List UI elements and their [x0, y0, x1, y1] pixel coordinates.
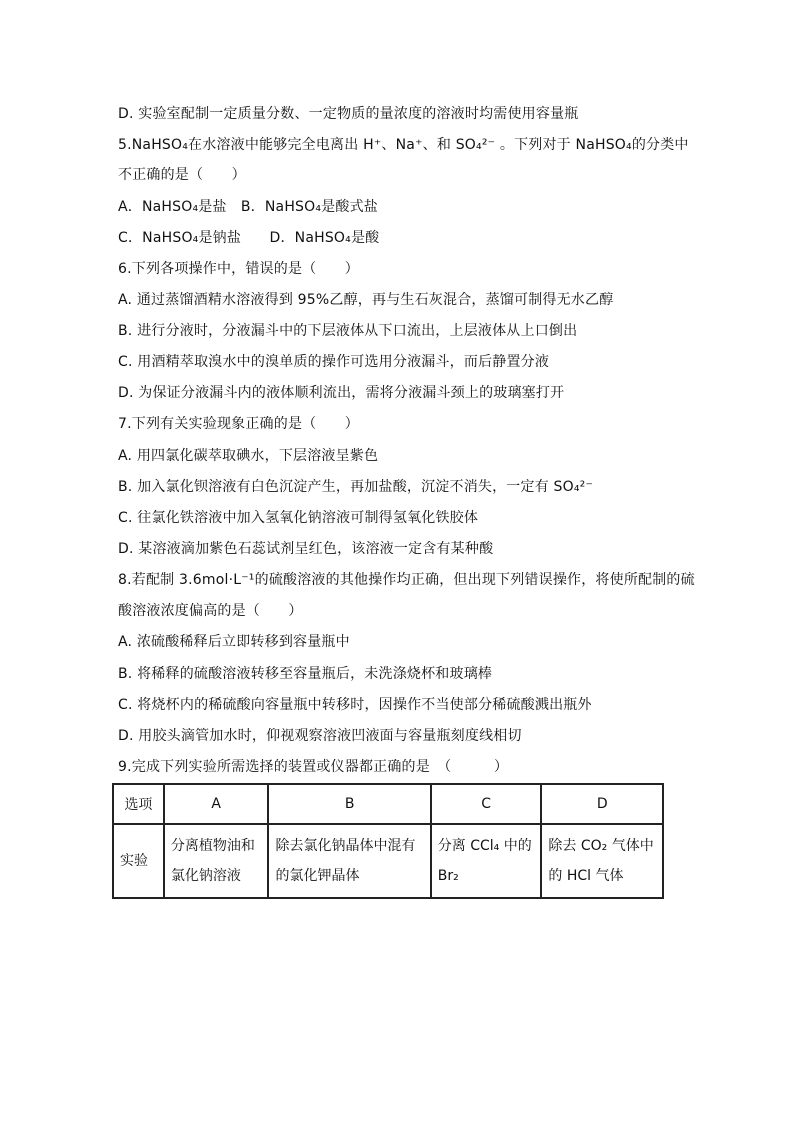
table-cell-text: 分离 CCl₄ 中的	[437, 838, 532, 854]
q7-option-c: C. 往氯化铁溶液中加入氢氧化钠溶液可制得氢氧化铁胶体	[118, 510, 479, 526]
table-cell-text: 的 HCl 气体	[548, 868, 624, 884]
q7-option-b: B. 加入氯化钡溶液有白色沉淀产生，再加盐酸，沉淀不消失，一定有 SO₄²⁻	[118, 479, 594, 495]
q8-option-b: B. 将稀释的硫酸溶液转移至容量瓶后，未洗涤烧杯和玻璃棒	[118, 666, 493, 682]
table-header-cell: A	[164, 784, 269, 824]
table-row	[113, 824, 663, 898]
q9-options-table	[112, 783, 664, 899]
table-cell-text: 的氯化钾晶体	[275, 868, 360, 884]
q7-stem: 7.下列有关实验现象正确的是（ ）	[118, 416, 359, 432]
q6-option-b: B. 进行分液时，分液漏斗中的下层液体从下口流出，上层液体从上口倒出	[118, 323, 578, 339]
q6-option-c: C. 用酒精萃取溴水中的溴单质的操作可选用分液漏斗，而后静置分液	[118, 354, 550, 370]
q6-option-d: D. 为保证分液漏斗内的液体顺利流出，需将分液漏斗颈上的玻璃塞打开	[118, 385, 565, 401]
table-cell-text: 氯化钠溶液	[170, 868, 241, 884]
table-cell-text: 分离植物油和	[170, 838, 255, 854]
table-header-cell: D	[541, 784, 663, 824]
table-cell-c	[431, 824, 542, 898]
q8-option-d: D. 用胶头滴管加水时，仰视观察溶液凹液面与容量瓶刻度线相切	[118, 728, 522, 744]
q8-stem-line1: 8.若配制 3.6mol·L⁻¹的硫酸溶液的其他操作均正确，但出现下列错误操作，将使所配制的硫	[118, 572, 695, 588]
q4-option-d: D. 实验室配制一定质量分数、一定物质的量浓度的溶液时均需使用容量瓶	[118, 106, 579, 122]
table-cell-text: Br₂	[437, 868, 459, 884]
table-cell-text: 除去氯化钠晶体中混有	[275, 838, 416, 854]
q7-option-d: D. 某溶液滴加紫色石蕊试剂呈红色，该溶液一定含有某种酸	[118, 541, 494, 557]
table-cell-b	[268, 824, 430, 898]
q7-option-a: A. 用四氯化碳萃取碘水，下层溶液呈紫色	[118, 448, 379, 464]
table-cell-text: 除去 CO₂ 气体中	[548, 838, 654, 854]
q9-stem: 9.完成下列实验所需选择的装置或仪器都正确的是 （ ）	[118, 759, 509, 775]
q5-options-ab: A．NaHSO₄是盐 B．NaHSO₄是酸式盐	[118, 199, 378, 215]
table-cell-a	[164, 824, 269, 898]
table-header-cell: B	[268, 784, 430, 824]
table-cell-d	[541, 824, 663, 898]
table-header-cell: 选项	[113, 784, 164, 824]
table-header-cell: C	[431, 784, 542, 824]
q8-option-c: C. 将烧杯内的稀硫酸向容量瓶中转移时，因操作不当使部分稀硫酸溅出瓶外	[118, 697, 592, 713]
q8-option-a: A. 浓硫酸稀释后立即转移到容量瓶中	[118, 634, 350, 650]
q5-options-cd: C．NaHSO₄是钠盐 D．NaHSO₄是酸	[118, 230, 380, 246]
q6-stem: 6.下列各项操作中，错误的是（ ）	[118, 261, 359, 277]
q5-stem-line1: 5.NaHSO₄在水溶液中能够完全电离出 H⁺、Na⁺、和 SO₄²⁻ 。下列对于 NaHSO₄的分类中	[118, 137, 689, 153]
table-row-label: 实验	[113, 824, 164, 898]
q6-option-a: A. 通过蒸馏酒精水溶液得到 95%乙醇，再与生石灰混合，蒸馏可制得无水乙醇	[118, 292, 614, 308]
q5-stem-line2: 不正确的是（ ）	[118, 167, 246, 183]
q8-stem-line2: 酸溶液浓度偏高的是（ ）	[118, 603, 303, 619]
table-header-row	[113, 784, 663, 824]
